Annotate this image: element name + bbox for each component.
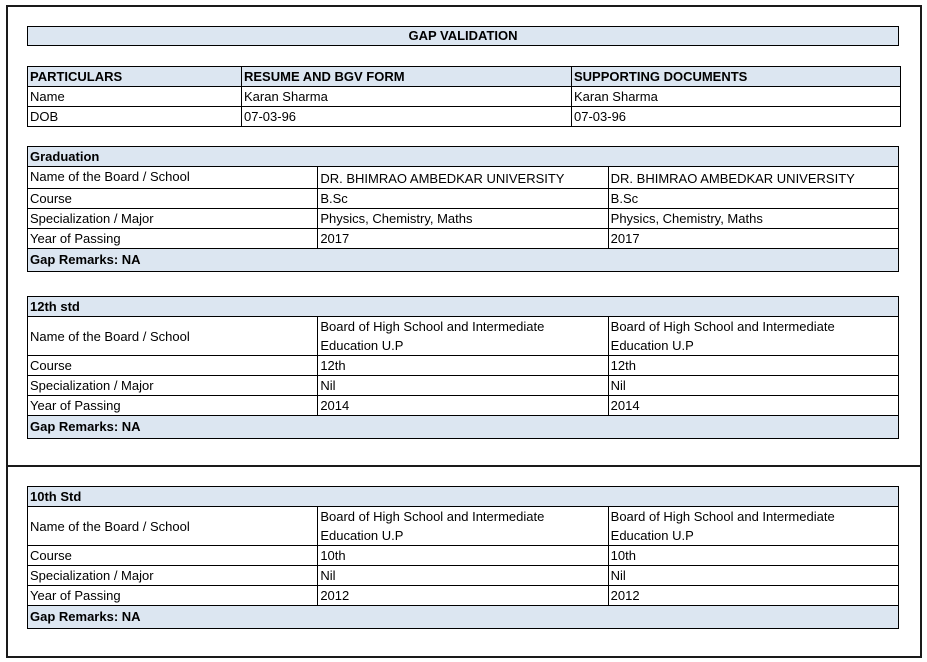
row-label: Name of the Board / School xyxy=(28,507,318,546)
table-row xyxy=(28,87,901,107)
table-row xyxy=(28,167,899,189)
resume-value: Board of High School and Intermediate Education U.P xyxy=(318,317,608,356)
docs-value: Board of High School and Intermediate Education U.P xyxy=(608,317,898,356)
table-row xyxy=(28,189,899,209)
row-label: Course xyxy=(28,189,318,209)
table-row xyxy=(28,566,899,586)
docs-value: 07-03-96 xyxy=(572,107,901,127)
row-label: Name of the Board / School xyxy=(28,167,318,189)
docs-value: 2012 xyxy=(608,586,898,606)
row-label: Name xyxy=(28,87,242,107)
table-row xyxy=(28,396,899,416)
gap-remarks-graduation: Gap Remarks: NA xyxy=(28,249,899,272)
table-row xyxy=(28,209,899,229)
table-row xyxy=(28,546,899,566)
header-particulars: PARTICULARS xyxy=(28,67,242,87)
resume-value: 12th xyxy=(318,356,608,376)
tenth-table xyxy=(27,486,899,629)
row-label: Name of the Board / School xyxy=(28,317,318,356)
resume-value: 10th xyxy=(318,546,608,566)
docs-value: Nil xyxy=(608,566,898,586)
row-label: Course xyxy=(28,546,318,566)
row-label: Year of Passing xyxy=(28,586,318,606)
resume-value: Physics, Chemistry, Maths xyxy=(318,209,608,229)
docs-value: Karan Sharma xyxy=(572,87,901,107)
gap-remarks-10th: Gap Remarks: NA xyxy=(28,606,899,629)
row-label: Year of Passing xyxy=(28,396,318,416)
table-row xyxy=(28,317,899,356)
docs-value: B.Sc xyxy=(608,189,898,209)
page-title: GAP VALIDATION xyxy=(27,26,899,46)
resume-value: Nil xyxy=(318,566,608,586)
section-heading-12th: 12th std xyxy=(28,297,899,317)
docs-value: 2017 xyxy=(608,229,898,249)
header-supporting-docs: SUPPORTING DOCUMENTS xyxy=(572,67,901,87)
gap-remarks-12th: Gap Remarks: NA xyxy=(28,416,899,439)
twelfth-table xyxy=(27,296,899,439)
table-row xyxy=(28,376,899,396)
graduation-table xyxy=(27,146,899,272)
resume-value: 2012 xyxy=(318,586,608,606)
section-heading-row xyxy=(28,147,899,167)
resume-value: B.Sc xyxy=(318,189,608,209)
resume-value: DR. BHIMRAO AMBEDKAR UNIVERSITY xyxy=(318,167,608,189)
table-row xyxy=(28,107,901,127)
section-heading-10th: 10th Std xyxy=(28,487,899,507)
resume-value: Board of High School and Intermediate Education U.P xyxy=(318,507,608,546)
docs-value: Physics, Chemistry, Maths xyxy=(608,209,898,229)
row-label: Year of Passing xyxy=(28,229,318,249)
row-label: Specialization / Major xyxy=(28,376,318,396)
particulars-table xyxy=(27,66,901,127)
table-row xyxy=(28,229,899,249)
row-label: Specialization / Major xyxy=(28,566,318,586)
row-label: Course xyxy=(28,356,318,376)
row-label: Specialization / Major xyxy=(28,209,318,229)
row-label: DOB xyxy=(28,107,242,127)
header-resume-bgv: RESUME AND BGV FORM xyxy=(242,67,572,87)
resume-value: Nil xyxy=(318,376,608,396)
resume-value: 2017 xyxy=(318,229,608,249)
gap-remarks-row xyxy=(28,606,899,629)
gap-remarks-row xyxy=(28,249,899,272)
table-row xyxy=(28,356,899,376)
docs-value: DR. BHIMRAO AMBEDKAR UNIVERSITY xyxy=(608,167,898,189)
table-row xyxy=(28,586,899,606)
docs-value: Board of High School and Intermediate Education U.P xyxy=(608,507,898,546)
gap-remarks-row xyxy=(28,416,899,439)
docs-value: Nil xyxy=(608,376,898,396)
section-heading-row xyxy=(28,487,899,507)
docs-value: 2014 xyxy=(608,396,898,416)
docs-value: 12th xyxy=(608,356,898,376)
resume-value: 07-03-96 xyxy=(242,107,572,127)
table-row xyxy=(28,507,899,546)
docs-value: 10th xyxy=(608,546,898,566)
resume-value: Karan Sharma xyxy=(242,87,572,107)
resume-value: 2014 xyxy=(318,396,608,416)
table-header-row xyxy=(28,67,901,87)
section-heading-graduation: Graduation xyxy=(28,147,899,167)
section-heading-row xyxy=(28,297,899,317)
